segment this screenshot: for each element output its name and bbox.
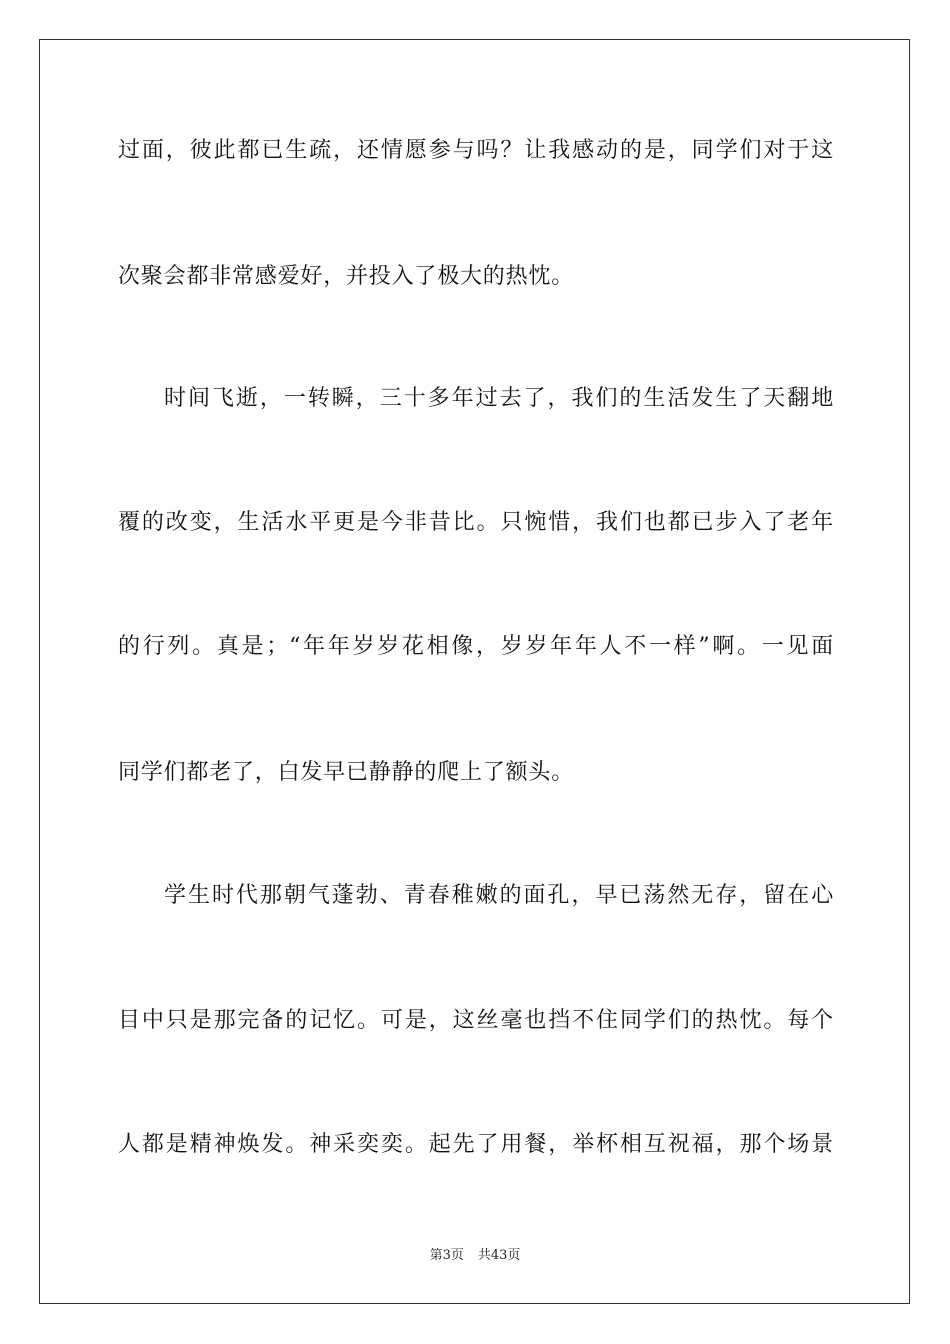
text-line-6: 同学们都老了，白发早已静静的爬上了额头。	[118, 760, 575, 785]
text-line-2: 次聚会都非常感爱好，并投入了极大的热忱。	[118, 264, 575, 289]
page-number: 第3页	[429, 1248, 464, 1263]
text-line-7: 学生时代那朝气蓬勃、青春稚嫩的面孔，早已荡然无存，留在心	[164, 883, 834, 908]
text-line-9: 人都是精神焕发。神采奕奕。起先了用餐，举杯相互祝福，那个场景	[118, 1132, 834, 1157]
text-line-5: 的行列。真是；“年年岁岁花相像，岁岁年年人不一样”啊。一见面	[118, 634, 834, 659]
text-line-3: 时间飞逝，一转瞬，三十多年过去了，我们的生活发生了天翻地	[164, 386, 834, 411]
page-footer	[0, 1247, 950, 1265]
total-pages: 共43页	[477, 1248, 521, 1263]
text-line-1: 过面，彼此都已生疏，还情愿参与吗？让我感动的是，同学们对于这	[118, 138, 834, 163]
page-border	[39, 39, 910, 1304]
text-line-4: 覆的改变，生活水平更是今非昔比。只惋惜，我们也都已步入了老年	[118, 510, 834, 535]
text-line-8: 目中只是那完备的记忆。可是，这丝毫也挡不住同学们的热忱。每个	[118, 1008, 834, 1033]
